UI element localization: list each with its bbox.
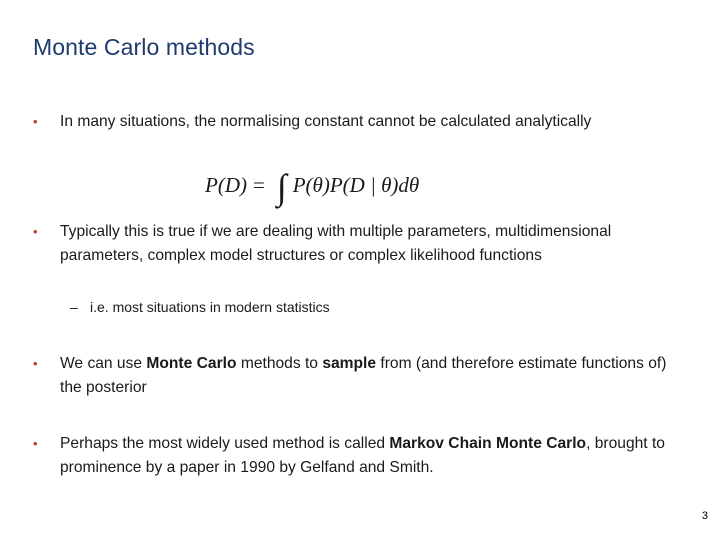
text-run: Perhaps the most widely used method is called <box>60 435 390 452</box>
bullet-marker: • <box>33 356 38 371</box>
bold-term-mcmc: Markov Chain Monte Carlo <box>389 435 587 452</box>
bullet-text: Typically this is true if we are dealing with multiple parameters, multidimensional parameters, complex model structures or complex likelihood functions <box>60 223 612 264</box>
bullet-marker: • <box>33 436 38 451</box>
normalising-constant-formula <box>205 167 420 207</box>
bullet-item <box>33 220 673 268</box>
text-run: We can use <box>60 355 147 372</box>
bullet-text <box>60 432 673 480</box>
text-run: , brought to prominence by a paper in 1990 by Gelfand and Smith. <box>60 435 665 476</box>
bullet-item <box>33 352 673 400</box>
bold-term-monte-carlo: Monte Carlo <box>146 355 237 372</box>
bullet-text <box>60 352 673 400</box>
formula-lhs: P(D) <box>205 172 247 197</box>
sub-bullet-marker: – <box>70 299 78 315</box>
text-run: methods to <box>236 355 323 372</box>
bold-term-sample: sample <box>322 355 377 372</box>
sub-bullet-text: i.e. most situations in modern statistics <box>90 299 330 315</box>
slide-title: Monte Carlo methods <box>33 34 255 60</box>
bullet-text: In many situations, the normalising constant cannot be calculated analytically <box>60 113 592 130</box>
page-number: 3 <box>701 510 708 522</box>
text-run: from (and therefore estimate functions of) the posterior <box>60 355 667 396</box>
integral-symbol: ∫ <box>276 167 287 207</box>
bullet-item <box>33 432 673 480</box>
bullet-marker: • <box>33 114 38 129</box>
sub-bullet-item <box>70 297 630 317</box>
bullet-marker: • <box>33 224 38 239</box>
formula-rhs: P(θ)P(D | θ)dθ <box>292 172 420 197</box>
bullet-item <box>33 110 673 134</box>
formula-equals: = <box>252 172 265 197</box>
